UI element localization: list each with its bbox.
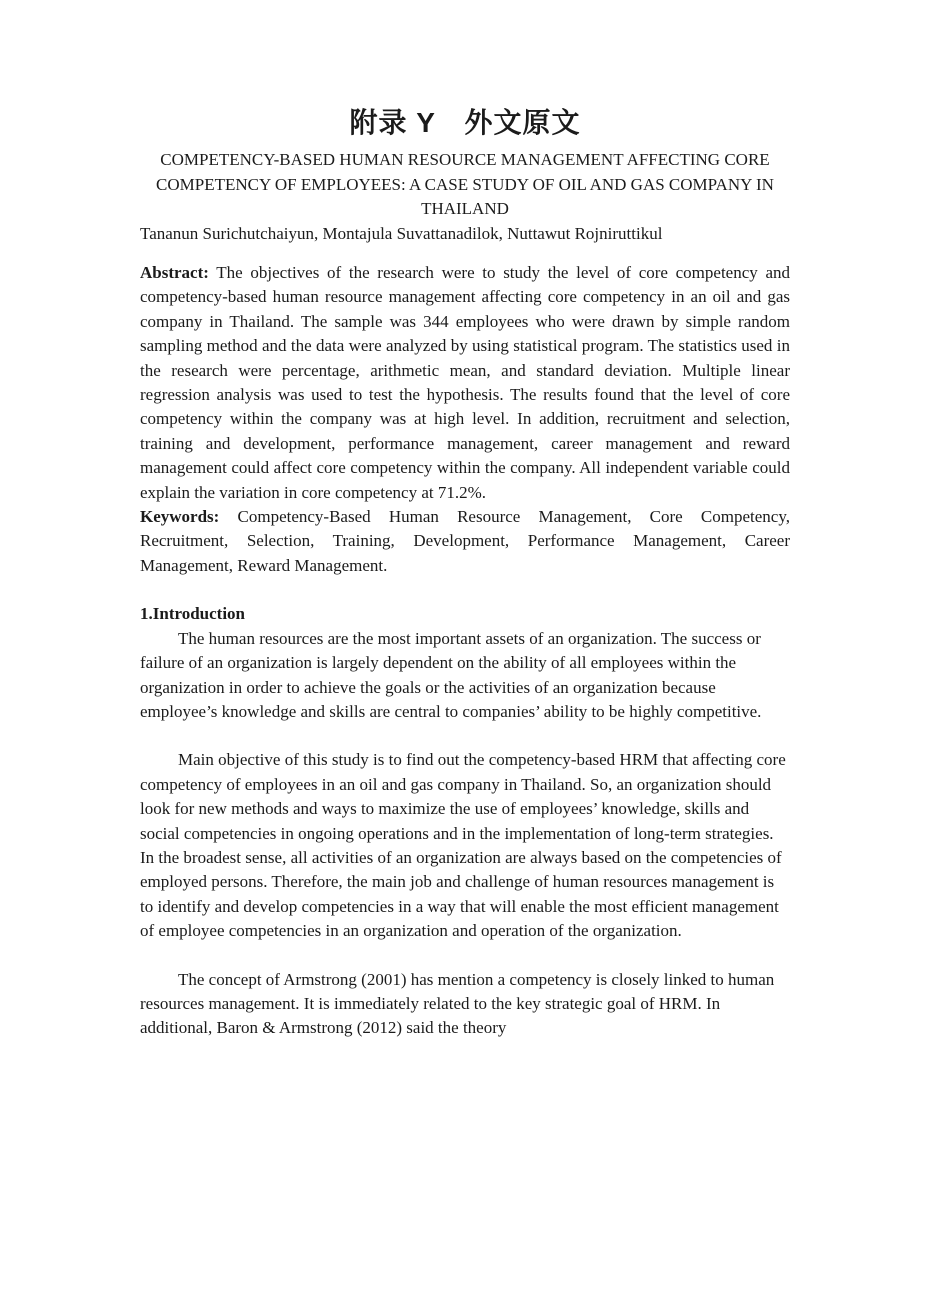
paper-title-line-2: COMPETENCY OF EMPLOYEES: A CASE STUDY OF OIL AND GAS COMPANY IN bbox=[156, 174, 774, 194]
document-page bbox=[140, 106, 790, 1041]
paper-title-line-3: THAILAND bbox=[421, 199, 509, 218]
abstract-label: Abstract: bbox=[140, 263, 209, 282]
intro-paragraph-1: The human resources are the most important assets of an organization. The success or failure of an organization is largely dependent on the ability of all employees within the organization in order to achieve the goals or the activities of an organization because employee’s knowledge and skills are central to companies’ ability to be highly competitive. bbox=[140, 628, 762, 721]
authors-line: Tananun Surichutchaiyun, Montajula Suvattanadilok, Nuttawut Rojniruttikul bbox=[140, 223, 663, 243]
intro-paragraph-2: Main objective of this study is to find out the competency-based HRM that affecting core competency of employees in an oil and gas company in Thailand. So, an organization should look for new methods and ways to maximize the use of employees’ knowledge, skills and social competencies in ongoing operations and in the implementation of long-term strategies. In the broadest sense, all activities of an organization are always based on the competencies of employed persons. Therefore, the main job and challenge of human resources management is to identify and develop competencies in a way that will enable the most efficient management of employee competencies in an organization and operation of the organization. bbox=[140, 750, 786, 941]
introduction-heading: 1.Introduction bbox=[140, 604, 246, 624]
keywords-label: Keywords: bbox=[140, 507, 220, 527]
paper-title-line-1: COMPETENCY-BASED HUMAN RESOURCE MANAGEMENT AFFECTING CORE bbox=[160, 150, 770, 169]
abstract-text: The objectives of the research were to study the level of core competency and competency-based human resource management affecting core competency in an oil and gas company in Thailand. The sample was 344 employees who were drawn by simple random sampling method and the data were analyzed by using statistical program. The statistics used in the research were percentage, arithmetic mean, and standard deviation. Multiple linear regression analysis was used to test the hypothesis. The results found that the level of core competency within the company was at high level. In addition, recruitment and selection, training and development, performance management, career management and reward management could affect core competency within the company. All independent variable could explain the variation in core competency at 71.2%. bbox=[140, 263, 790, 502]
intro-paragraph-3: The concept of Armstrong (2001) has mention a competency is closely linked to human resources management. It is immediately related to the key strategic goal of HRM. In additional, Baron & Armstrong (2012) said the theory bbox=[140, 969, 775, 1038]
keywords-text: Competency-Based Human Resource Management, Core Competency, Recruitment, Selection, Training, Development, Performance Management, Career Management, Reward Management. bbox=[140, 507, 790, 575]
paper-title bbox=[140, 148, 790, 222]
appendix-title: 附录 Y 外文原文 bbox=[349, 107, 581, 138]
abstract-paragraph bbox=[140, 261, 790, 505]
keywords-paragraph bbox=[140, 505, 790, 578]
